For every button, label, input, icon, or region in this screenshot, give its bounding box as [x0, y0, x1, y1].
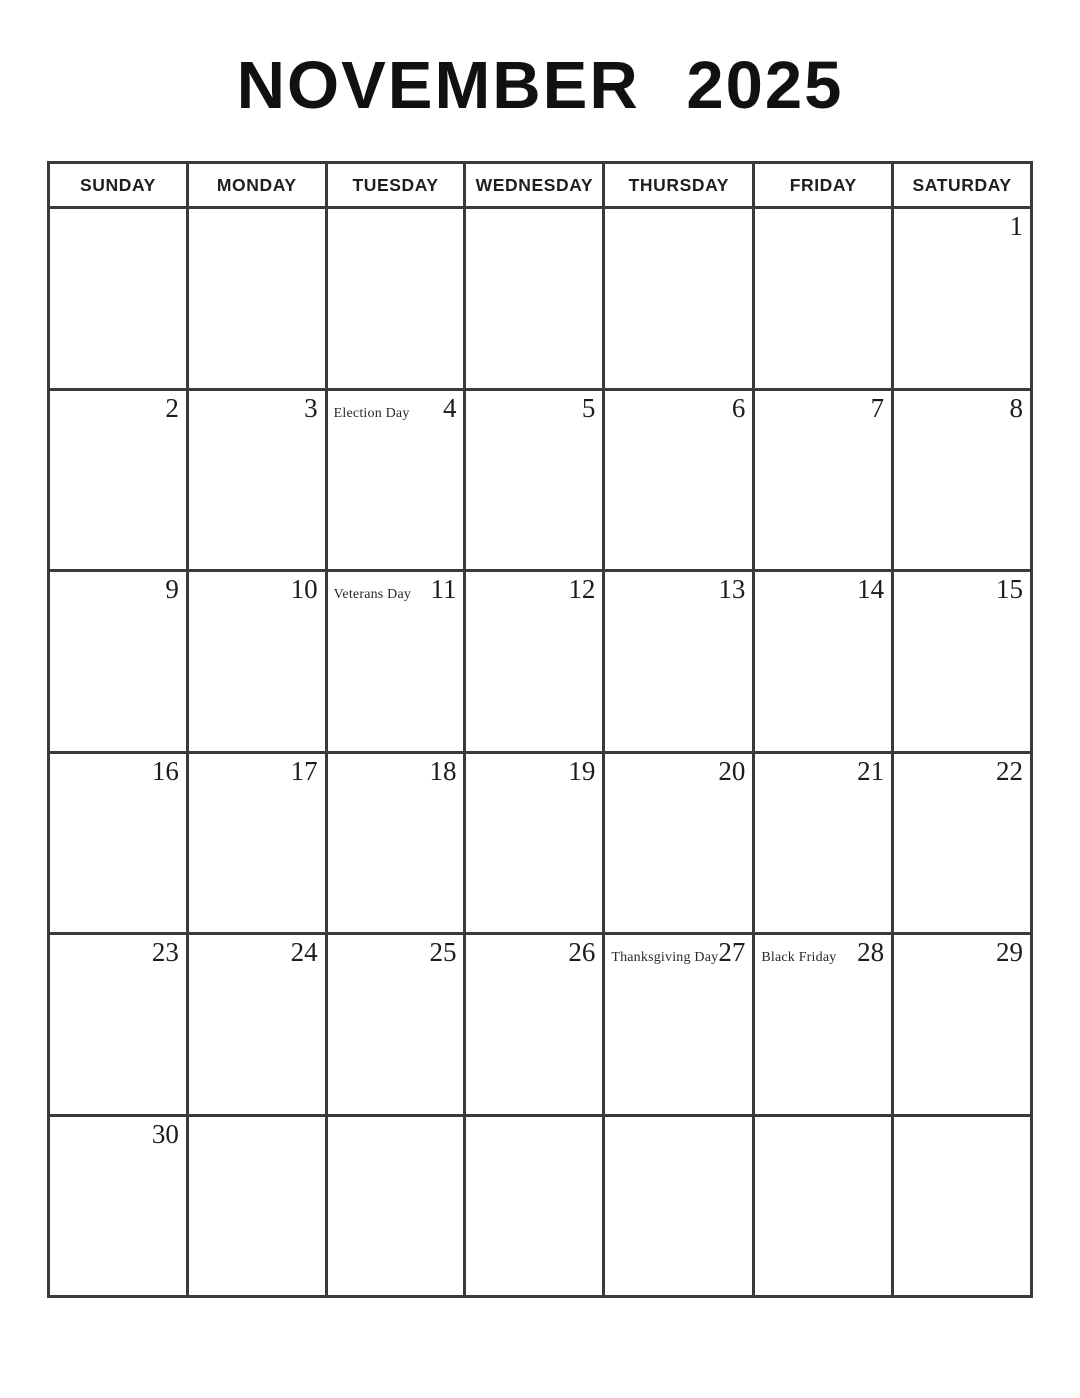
day-cell-6	[605, 391, 752, 570]
day-cell-25	[328, 935, 464, 1114]
weekday-header-monday: MONDAY	[189, 164, 325, 206]
holiday-label: Election Day	[333, 405, 410, 421]
day-cell-21	[755, 754, 891, 933]
day-number: 16	[151, 755, 179, 786]
weekday-header-wednesday: WEDNESDAY	[466, 164, 602, 206]
day-number: 19	[568, 755, 596, 786]
day-cell-9	[50, 572, 186, 751]
day-cell-20	[605, 754, 752, 933]
day-cell-22	[894, 754, 1030, 933]
day-number: 22	[996, 755, 1023, 786]
day-number: 18	[429, 755, 457, 786]
day-number: 14	[857, 574, 885, 605]
weekday-header-friday: FRIDAY	[755, 164, 891, 206]
day-number: 21	[857, 755, 885, 786]
day-cell-14	[755, 572, 891, 751]
day-cell-19	[466, 754, 602, 933]
day-cell-29	[894, 935, 1030, 1114]
day-cell-17	[189, 754, 325, 933]
day-number: 4	[442, 392, 457, 423]
day-number: 10	[290, 574, 318, 605]
weekday-header-thursday: THURSDAY	[605, 164, 752, 206]
day-number: 29	[996, 937, 1023, 968]
day-cell-empty	[328, 209, 464, 388]
day-cell-4	[328, 391, 464, 570]
day-number: 12	[568, 574, 596, 605]
day-number: 3	[304, 392, 318, 423]
holiday-label: Thanksgiving Day	[611, 950, 719, 966]
day-cell-13	[605, 572, 752, 751]
day-number: 5	[581, 392, 596, 423]
day-number: 11	[430, 574, 457, 605]
day-cell-23	[50, 935, 186, 1114]
day-number: 7	[870, 392, 885, 423]
calendar-grid	[47, 161, 1033, 1298]
day-number: 27	[718, 937, 746, 968]
day-cell-empty	[466, 1117, 602, 1296]
day-cell-empty	[894, 1117, 1030, 1296]
day-cell-empty	[605, 1117, 752, 1296]
day-cell-empty	[328, 1117, 464, 1296]
day-number: 17	[290, 755, 318, 786]
day-cell-28	[755, 935, 891, 1114]
day-cell-5	[466, 391, 602, 570]
day-number: 2	[165, 392, 179, 423]
day-cell-empty	[50, 209, 186, 388]
calendar-page	[0, 46, 1080, 1398]
day-number: 1	[1009, 211, 1023, 242]
weekday-header-saturday: SATURDAY	[894, 164, 1030, 206]
day-cell-3	[189, 391, 325, 570]
day-cell-empty	[466, 209, 602, 388]
holiday-label: Black Friday	[761, 950, 837, 966]
day-number: 23	[151, 937, 179, 968]
weekday-header-sunday: SUNDAY	[50, 164, 186, 206]
day-cell-empty	[755, 1117, 891, 1296]
day-number: 25	[429, 937, 457, 968]
day-cell-empty	[189, 1117, 325, 1296]
weekday-header-tuesday: TUESDAY	[328, 164, 464, 206]
day-cell-24	[189, 935, 325, 1114]
day-cell-15	[894, 572, 1030, 751]
calendar-title: NOVEMBER 2025	[236, 48, 844, 123]
day-number: 30	[151, 1118, 179, 1149]
holiday-label: Veterans Day	[333, 587, 412, 603]
day-cell-empty	[189, 209, 325, 388]
day-number: 15	[996, 574, 1023, 605]
day-cell-8	[894, 391, 1030, 570]
day-cell-26	[466, 935, 602, 1114]
day-cell-10	[189, 572, 325, 751]
day-cell-11	[328, 572, 464, 751]
day-cell-16	[50, 754, 186, 933]
day-number: 28	[857, 937, 885, 968]
day-cell-7	[755, 391, 891, 570]
day-cell-18	[328, 754, 464, 933]
day-number: 26	[568, 937, 596, 968]
day-cell-empty	[605, 209, 752, 388]
day-number: 13	[718, 574, 746, 605]
day-number: 24	[290, 937, 318, 968]
day-cell-27	[605, 935, 752, 1114]
day-cell-empty	[755, 209, 891, 388]
day-cell-2	[50, 391, 186, 570]
day-number: 9	[165, 574, 179, 605]
day-cell-12	[466, 572, 602, 751]
day-cell-30	[50, 1117, 186, 1296]
day-number: 20	[718, 755, 746, 786]
day-number: 8	[1009, 392, 1023, 423]
day-number: 6	[731, 392, 746, 423]
day-cell-1	[894, 209, 1030, 388]
